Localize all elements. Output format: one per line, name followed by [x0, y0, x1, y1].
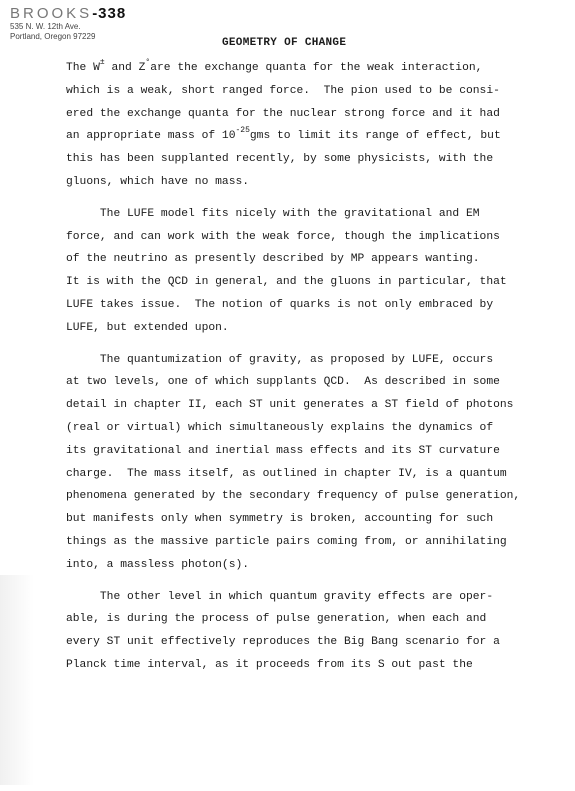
exponent: -25	[235, 126, 250, 136]
text-line: Planck time interval, as it proceeds from its S out past the	[66, 658, 473, 671]
text-line: (real or virtual) which simultaneously explains the dynamics of	[66, 421, 494, 434]
text-line: The other level in which quantum gravity effects are oper-	[66, 590, 494, 603]
line-fragment: and Z	[104, 62, 146, 74]
text-line: which is a weak, short ranged force. The pion used to be consi-	[66, 84, 500, 97]
text-line: of the neutrino as presently described by MP appears wanting.	[66, 253, 480, 266]
paragraph	[66, 57, 536, 194]
text-line	[66, 125, 536, 148]
text-line: It is with the QCD in general, and the gluons in particular, that	[66, 276, 507, 289]
text-line: its gravitational and inertial mass effects and its ST curvature	[66, 444, 500, 457]
line-fragment: are the exchange quanta for the weak interaction,	[150, 62, 483, 74]
text-line: charge. The mass itself, as outlined in chapter IV, is a quantum	[66, 467, 507, 480]
archive-id-number: -338	[92, 5, 127, 22]
text-line: The quantumization of gravity, as proposed by LUFE, occurs	[66, 353, 494, 366]
text-line	[66, 57, 536, 80]
text-line: LUFE, but extended upon.	[66, 321, 229, 334]
archive-stamp	[10, 6, 126, 41]
text-line: The LUFE model fits nicely with the gravitational and EM	[66, 207, 480, 220]
text-line: gluons, which have no mass.	[66, 175, 250, 188]
address-line-1: 535 N. W. 12th Ave.	[10, 22, 81, 31]
text-line: force, and can work with the weak force, though the implications	[66, 230, 500, 243]
text-line: phenomena generated by the secondary frequency of pulse generation,	[66, 490, 521, 503]
paragraph	[66, 349, 536, 577]
page-title: GEOMETRY OF CHANGE	[222, 37, 347, 49]
line-fragment: gms to limit its range of effect, but	[249, 130, 501, 143]
archive-id-name: BROOKS	[10, 5, 93, 22]
text-line: but manifests only when symmetry is broken, accounting for such	[66, 513, 494, 526]
text-line: able, is during the process of pulse generation, when each and	[66, 613, 487, 626]
text-line: at two levels, one of which supplants QCD. As described in some	[66, 376, 500, 389]
text-line: LUFE takes issue. The notion of quarks is not only embraced by	[66, 298, 494, 311]
line-fragment: The W	[66, 62, 100, 74]
text-line: detail in chapter II, each ST unit generates a ST field of photons	[66, 399, 514, 412]
line-fragment: an appropriate mass of 10	[66, 130, 236, 143]
document-body	[66, 57, 536, 677]
archive-id	[10, 6, 126, 21]
text-line: every ST unit effectively reproduces the Big Bang scenario for a	[66, 636, 500, 649]
scan-smudge	[0, 575, 34, 785]
text-line: ered the exchange quanta for the nuclear strong force and it had	[66, 107, 500, 120]
w-superscript: ±	[99, 58, 105, 67]
text-line: things as the massive particle pairs coming from, or annihilating	[66, 535, 507, 548]
paragraph	[66, 203, 536, 340]
z-superscript: °	[145, 58, 151, 67]
paragraph	[66, 586, 536, 677]
text-line: this has been supplanted recently, by some physicists, with the	[66, 153, 494, 166]
text-line: into, a massless photon(s).	[66, 558, 250, 571]
address-line-2: Portland, Oregon 97229	[10, 32, 96, 41]
